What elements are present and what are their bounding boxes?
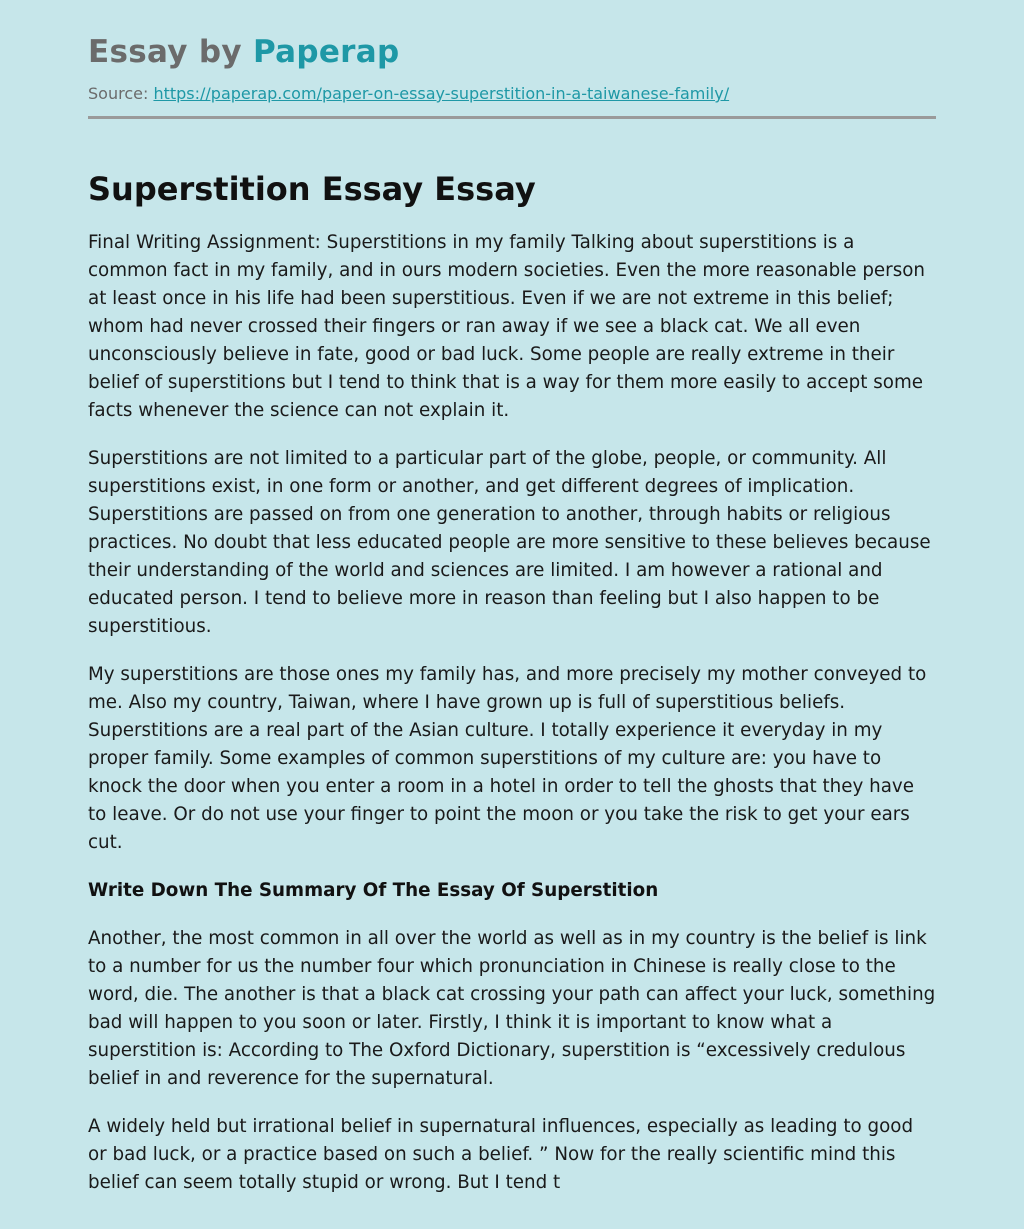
- site-brand[interactable]: [88, 0, 936, 72]
- source-label: Source:: [88, 84, 149, 103]
- essay-paragraph-2: Superstitions are not limited to a particular part of the globe, people, or community. All superstitions exist, in one form or another, and get different degrees of implication. Superstitions are passed on from one generation to another, through habits or religious practices. No doubt that less educated people are more sensitive to these believes because their understanding of the world and sciences are limited. I am however a rational and educated person. I tend to believe more in reason than feeling but I also happen to be superstitious.: [88, 448, 931, 637]
- brand-prefix: Essay by: [88, 34, 242, 70]
- essay-paragraph-4: Another, the most common in all over the world as well as in my country is the belief is link to a number for us the number four which pronunciation in Chinese is really close to the word, die. The another is that a black cat crossing your path can affect your luck, something bad will happen to you soon or later. Firstly, I think it is important to know what a superstition is: According to The Oxford Dictionary, superstition is “excessively credulous belief in and reverence for the supernatural.: [88, 928, 936, 1089]
- header-divider: [88, 116, 936, 119]
- source-link[interactable]: https://paperap.com/paper-on-essay-superstition-in-a-taiwanese-family/: [153, 84, 730, 103]
- essay-paragraph-5: A widely held but irrational belief in supernatural influences, especially as leading to good or bad luck, or a practice based on such a belief. ” Now for the really scientific mind this belief can seem totally stupid or wrong. But I tend t: [88, 1116, 914, 1193]
- essay-subheading: Write Down The Summary Of The Essay Of Superstition: [88, 880, 659, 901]
- essay-title: Superstition Essay Essay: [88, 170, 536, 208]
- essay-paragraph-3: My superstitions are those ones my family has, and more precisely my mother conveyed to me. Also my country, Taiwan, where I have grown up is full of superstitious beliefs. Superstitions are a real part of the Asian culture. I totally experience it everyday in my proper family. Some examples of common superstitions of my culture are: you have to knock the door when you enter a room in a hotel in order to tell the ghosts that they have to leave. Or do not use your finger to point the moon or you take the risk to get your ears cut.: [88, 664, 927, 853]
- brand-name: Paperap: [252, 34, 400, 70]
- essay-paragraph-1: Final Writing Assignment: Superstitions in my family Talking about superstitions is a common fact in my family, and in ours modern societies. Even the more reasonable person at least once in his life had been superstitious. Even if we are not extreme in this belief; whom had never crossed their fingers or ran away if we see a black cat. We all even unconsciously believe in fate, good or bad luck. Some people are really extreme in their belief of superstitions but I tend to think that is a way for them more easily to accept some facts whenever the science can not explain it.: [88, 232, 925, 421]
- source-line: [88, 82, 936, 106]
- essay-body: [88, 229, 936, 1197]
